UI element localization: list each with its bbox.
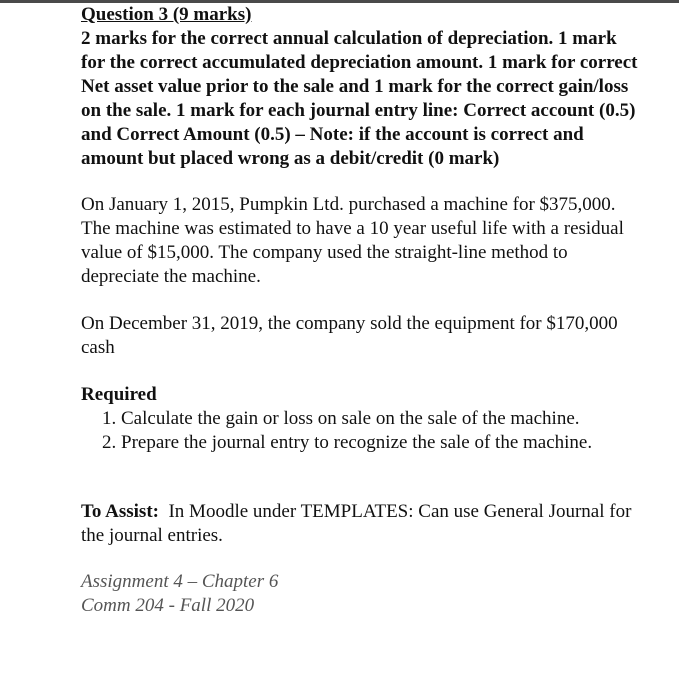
assist-text: In Moodle under TEMPLATES: Can use General Journal for the journal entries.	[81, 501, 632, 546]
footer-assignment: Assignment 4 – Chapter 6	[81, 571, 279, 592]
question-document	[81, 3, 641, 618]
assist-note	[81, 500, 641, 548]
footer-course: Comm 204 - Fall 2020	[81, 595, 255, 616]
marking-rubric: 2 marks for the correct annual calculation of depreciation. 1 mark for the correct accumulated depreciation amount. 1 mark for correct Net asset value prior to the sale and 1 mark for the correct gain/loss on the sale. 1 mark for each journal entry line: Correct account (0.5) and Correct Amount (0.5) – Note: if the account is correct and amount but placed wrong as a debit/credit (0 mark)	[81, 28, 638, 169]
required-heading: Required	[81, 384, 157, 405]
footer	[81, 570, 641, 618]
question-heading: Question 3 (9 marks)	[81, 4, 252, 25]
sale-paragraph: On December 31, 2019, the company sold the equipment for $170,000 cash	[81, 313, 618, 358]
required-item-1: 1. Calculate the gain or loss on sale on the sale of the machine.	[121, 407, 641, 431]
scenario-paragraph: On January 1, 2015, Pumpkin Ltd. purchased a machine for $375,000. The machine was estimated to have a 10 year useful life with a residual value of $15,000. The company used the straight-line method to depreciate the machine.	[81, 194, 624, 287]
required-list	[81, 407, 641, 455]
required-item-2: 2. Prepare the journal entry to recognize the sale of the machine.	[121, 431, 641, 455]
assist-label: To Assist:	[81, 501, 159, 522]
